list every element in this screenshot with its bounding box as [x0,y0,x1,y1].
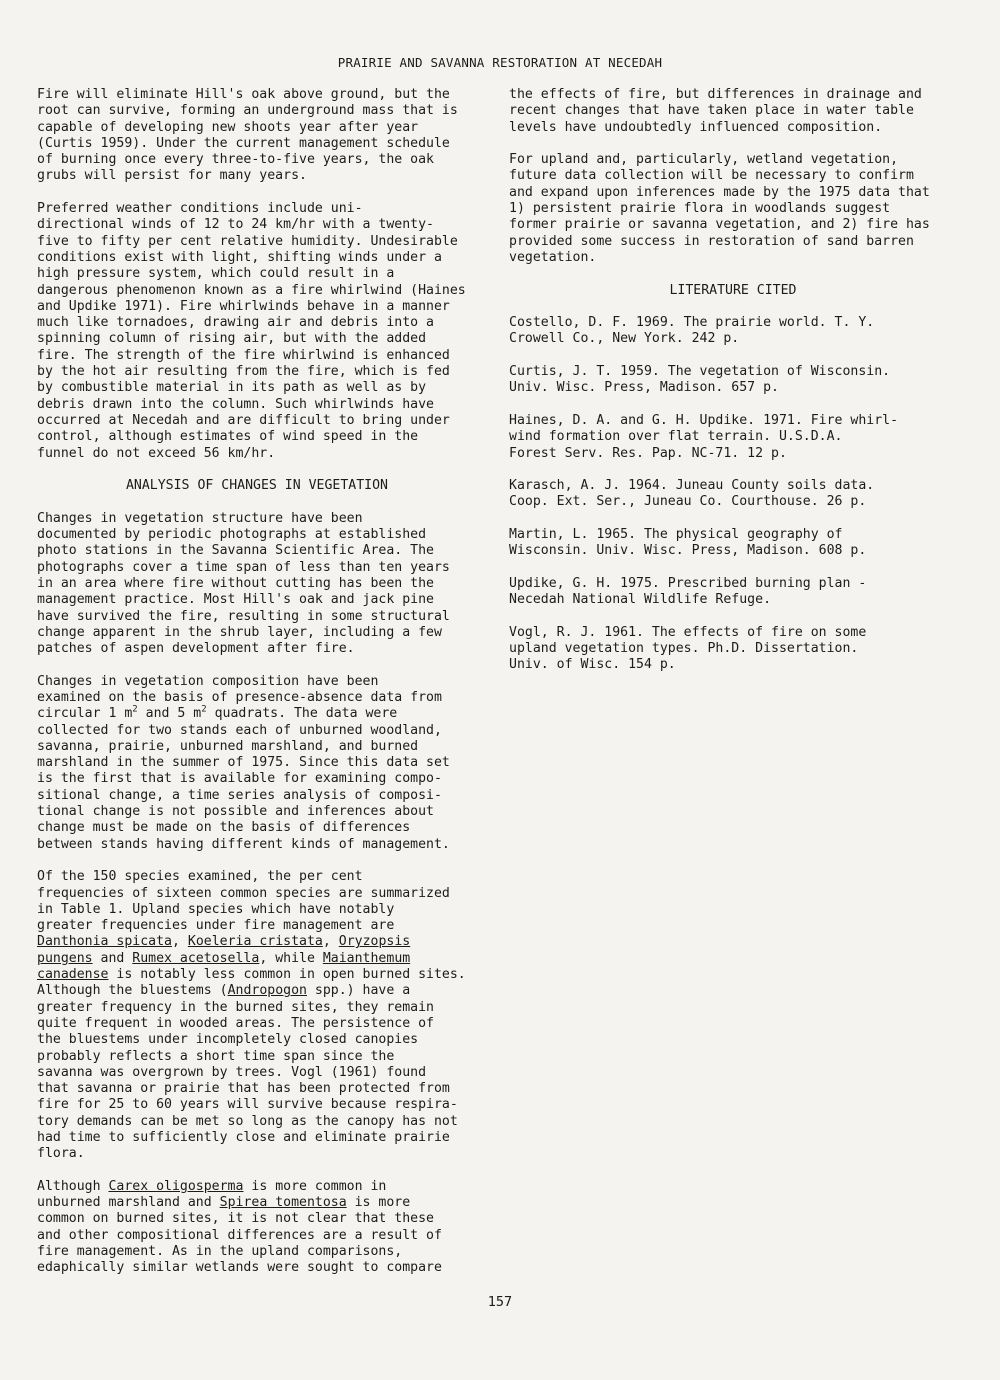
paragraph: For upland and, particularly, wetland vegetation, future data collection will be necessary to confirm and expand upon inferences made by the 1975 data that 1) persistent prairie flora in woodlands suggest former prairie or savanna vegetation, and 2) fire has provided some success in restoration of sand barren vegetation. [509,152,930,265]
species-name: Spirea tomentosa [219,1195,347,1211]
reference-entry: Karasch, A. J. 1964. Juneau County soils data. Coop. Ext. Ser., Juneau Co. Courthouse. 26 p. [509,478,875,510]
paragraph [37,1179,477,1277]
species-name: canadense [37,967,109,983]
species-name: Rumex acetosella [132,950,260,966]
text-run: , [322,934,339,950]
left-column [37,87,477,1293]
paragraph: Fire will eliminate Hill's oak above ground, but the root can survive, forming an underground mass that is capable of developing new shoots year after year (Curtis 1959). Under the current management schedule of burning once every three-to-five years, the oak grubs will persist for many years. [37,87,458,184]
species-name: Maianthemum [322,950,411,966]
text-run: quadrats. The data were collected for two stands each of unburned woodland, savanna, prairie, unburned marshland, and burned marshland in the summer of 1975. Since this data set is the first that is available for examining compo- sitional change, a time series analysis of composi- tional change is not possible and inferences about change must be made on the basis of differences between stands having different kinds of management. [37,706,450,852]
text-run: , while [259,950,323,966]
reference-entry: Costello, D. F. 1969. The prairie world. T. Y. Crowell Co., New York. 242 p. [509,315,875,347]
text-run: is notably less common in open burned sites. Although the bluestems ( [37,967,466,999]
text-run: Although [37,1178,109,1194]
paragraph: Changes in vegetation structure have been documented by periodic photographs at established photo stations in the Savanna Scientific Area. The photographs cover a time span of less than ten years in an area where fire without cutting has been the management practice. Most Hill's oak and jack pine have survived the fire, resulting in some structural change apparent in the shrub layer, including a few patches of aspen development after fire. [37,510,450,657]
paragraph [37,674,477,853]
reference-entry: Vogl, R. J. 1961. The effects of fire on some upland vegetation types. Ph.D. Dissertation. Univ. of Wisc. 154 p. [509,624,867,673]
species-name: Carex oligosperma [108,1178,244,1194]
text-run: spp.) have a greater frequency in the burned sites, they remain quite frequent in wooded areas. The persistence of the bluestems under incompletely closed canopies probably reflects a short time span since the savanna was overgrown by trees. Vogl (1961) found that savanna or prairie that has been protected from fire for 25 to 60 years will survive because respira- tory demands can be met so long as the canopy has not had time to sufficiently close and eliminate prairie flora. [37,983,458,1162]
species-name: Andropogon [227,983,307,999]
text-run: Changes in vegetation composition have been examined on the basis of presence-absence data from circular 1 m [37,673,442,722]
reference-entry: Curtis, J. T. 1959. The vegetation of Wisconsin. Univ. Wisc. Press, Madison. 657 p. [509,364,891,396]
paragraph [37,869,477,1162]
text-run: is more common on burned sites, it is not clear that these and other compositional differences are a result of fire management. As in the upland comparisons, edaphically similar wetlands were sought to compare [37,1195,442,1276]
text-run: and [92,950,133,966]
right-column [509,87,957,690]
paragraph: the effects of fire, but differences in drainage and recent changes that have taken place in water table levels have undoubtedly influenced composition. [509,87,922,135]
reference-entry: Updike, G. H. 1975. Prescribed burning plan - Necedah National Wildlife Refuge. [509,575,867,608]
species-name: Danthonia spicata [37,934,172,950]
text-run: is more common in unburned marshland and [37,1178,387,1211]
species-name: Oryzopsis [338,934,411,950]
reference-entry: Martin, L. 1965. The physical geography of Wisconsin. Univ. Wisc. Press, Madison. 608 p. [509,527,867,559]
page-number: 157 [487,1294,513,1310]
section-heading: ANALYSIS OF CHANGES IN VEGETATION [125,478,388,494]
paragraph: Preferred weather conditions include uni- directional winds of 12 to 24 km/hr with a twenty- five to fifty per cent relative humidity. Undesirable conditions exist with light, shifting winds under a high pressure system, which could result in a dangerous phenomenon known as a fire whirlwind (Haines and Updike 1971). Fire whirlwinds behave in a manner much like tornadoes, drawing air and debris into a spinning column of rising air, but with the added fire. The strength of the fire whirlwind is enhanced by the hot air resulting from the fire, which is fed by combustible material in its path as well as by debris drawn into the column. Such whirlwinds have occurred at Necedah and are difficult to bring under control, although estimates of wind speed in the funnel do not exceed 56 km/hr. [37,201,466,461]
text-run: and 5 m [137,706,202,722]
text-run: , [171,934,188,950]
literature-cited-heading: LITERATURE CITED [669,282,797,298]
superscript: 2 [132,704,138,715]
text-run: Of the 150 species examined, the per cent frequencies of sixteen common species are summarized in Table 1. Upland species which have notably greater frequencies under fire management are [37,869,450,934]
reference-entry: Haines, D. A. and G. H. Updike. 1971. Fire whirl- wind formation over flat terrain. U.S.D.A. Forest Serv. Res. Pap. NC-71. 12 p. [509,412,899,461]
running-head: PRAIRIE AND SAVANNA RESTORATION AT NECEDAH [337,55,663,70]
species-name: pungens [37,950,93,966]
species-name: Koeleria cristata [187,934,323,950]
superscript: 2 [201,704,207,715]
